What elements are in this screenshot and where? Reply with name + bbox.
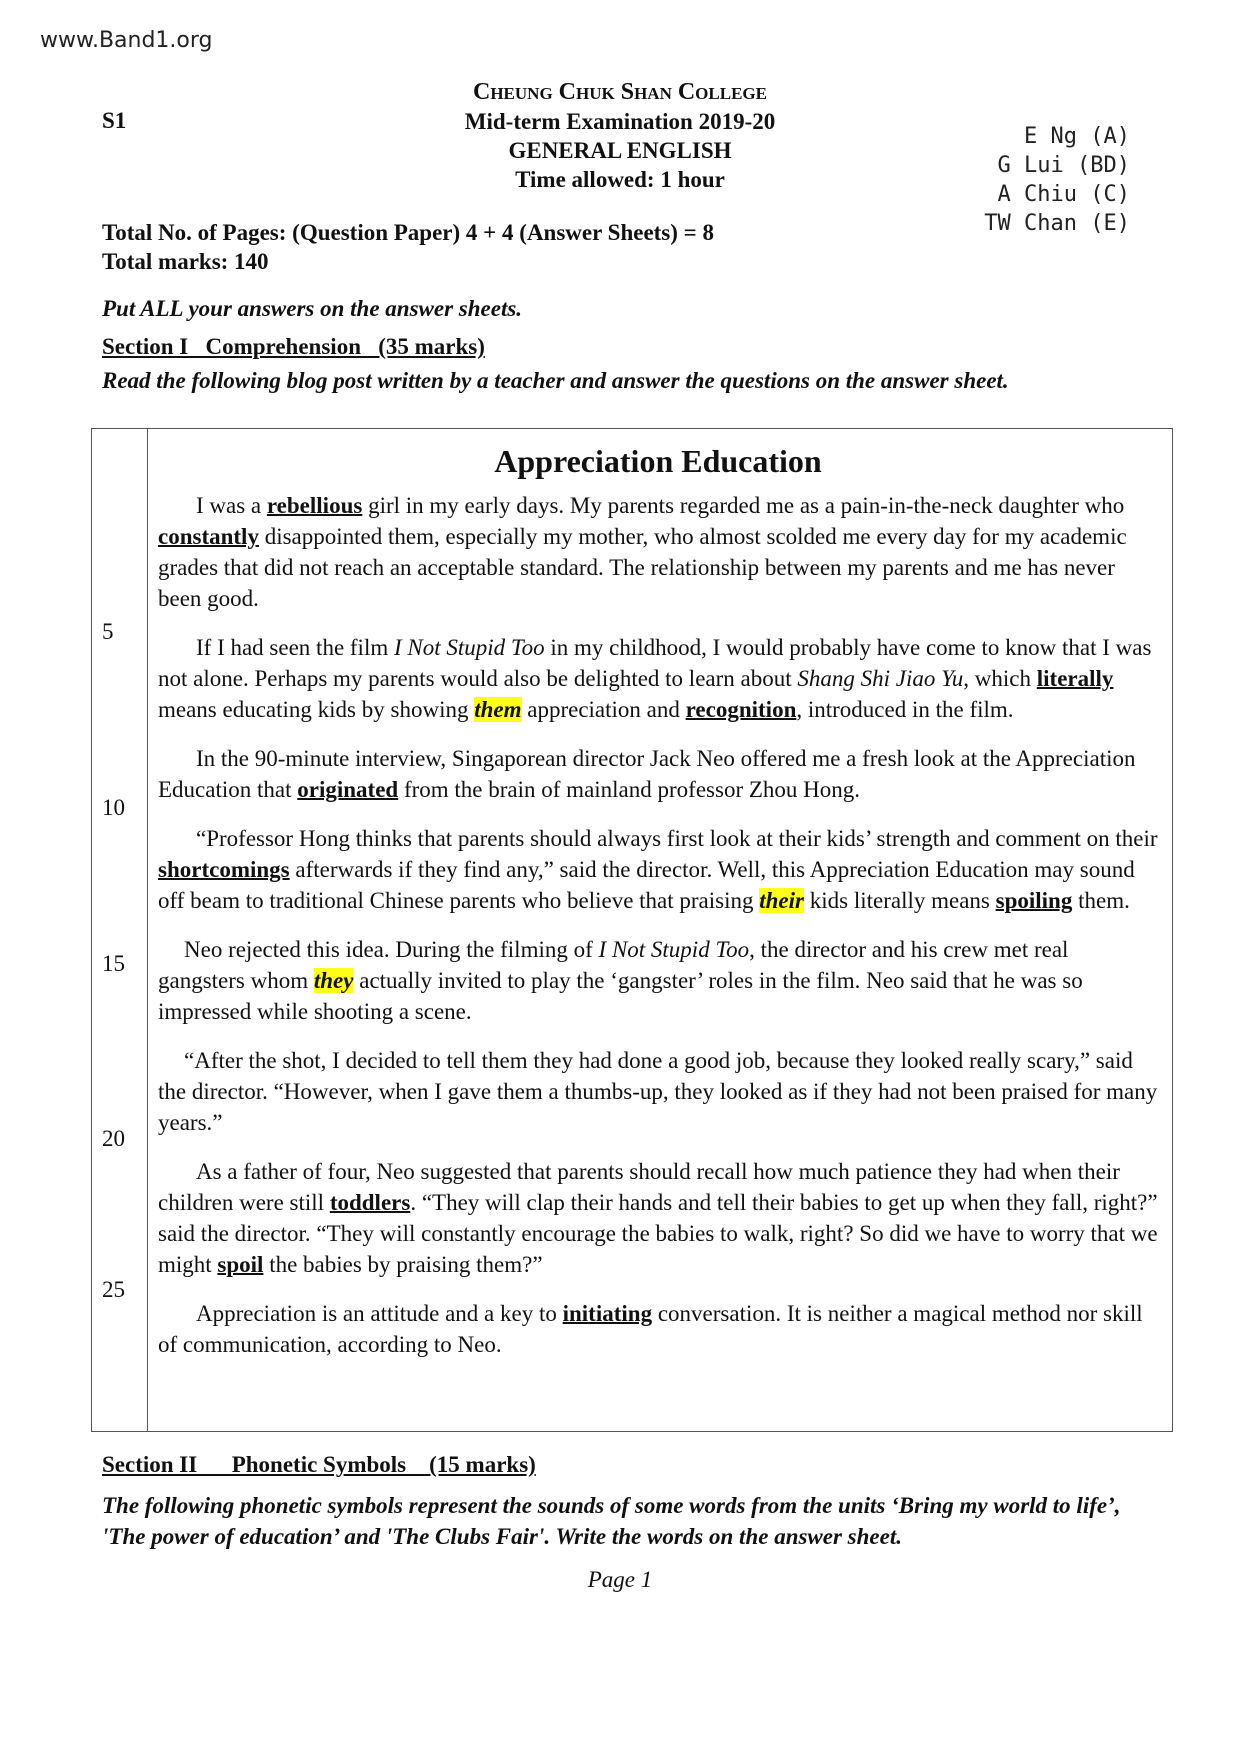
vocab-word: initiating xyxy=(562,1301,653,1326)
section-1-instruction: Read the following blog post written by a teacher and answer the questions on the answer sheet. xyxy=(102,368,1009,393)
subject-name: GENERAL ENGLISH xyxy=(508,138,732,163)
school-name: Cheung Chuk Shan College xyxy=(473,79,767,105)
page-number: Page 1 xyxy=(587,1567,653,1592)
paragraph-2: If I had seen the film I Not Stupid Too in my childhood, I would probably have come to know that I was not alone. Perhaps my parents would also be delighted to learn about Shang Shi Jiao Yu, which literally means educating kids by showing them appreciation and recognition, introduced in the film. xyxy=(158,635,1152,722)
passage-box xyxy=(91,428,1173,1432)
form-level: S1 xyxy=(102,108,127,133)
line-number: 10 xyxy=(102,795,125,820)
total-pages: Total No. of Pages: (Question Paper) 4 + 4 (Answer Sheets) = 8 xyxy=(102,220,715,245)
general-instruction: Put ALL your answers on the answer sheets. xyxy=(102,296,523,321)
watermark-url: www.Band1.org xyxy=(40,28,213,53)
paragraph-7: As a father of four, Neo suggested that parents should recall how much patience they had when their children were still toddlers. “They will clap their hands and tell their babies to get up when they fall, right?” said the director. “They will constantly encourage the babies to walk, right? So did we have to worry that we might spoil the babies by praising them?” xyxy=(158,1159,1158,1277)
teacher-list xyxy=(984,122,1130,238)
line-number: 20 xyxy=(102,1126,125,1151)
highlighted-reference: them xyxy=(474,697,522,722)
paragraph-5: Neo rejected this idea. During the filming of I Not Stupid Too, the director and his crew met real gangsters whom they actually invited to play the ‘gangster’ roles in the film. Neo said that he was so impressed while shooting a scene. xyxy=(158,937,1083,1024)
teacher: E Ng (A) xyxy=(1024,124,1130,149)
vocab-word: constantly xyxy=(158,524,259,549)
vocab-word: recognition xyxy=(685,697,797,722)
exam-header xyxy=(400,78,840,194)
paragraph-3: In the 90-minute interview, Singaporean director Jack Neo offered me a fresh look at the Appreciation Education that originated from the brain of mainland professor Zhou Hong. xyxy=(158,746,1136,802)
teacher: A Chiu (C) xyxy=(997,182,1130,207)
passage-title: Appreciation Education xyxy=(494,443,822,479)
vocab-word: literally xyxy=(1036,666,1114,691)
paragraph-6: “After the shot, I decided to tell them they had done a good job, because they looked really scary,” said the director. “However, when I gave them a thumbs-up, they looked as if they had not been praised for many years.” xyxy=(158,1048,1158,1135)
teacher: G Lui (BD) xyxy=(997,153,1130,178)
vocab-word: toddlers xyxy=(329,1190,411,1215)
film-title: I Not Stupid Too xyxy=(598,937,750,962)
vocab-word: originated xyxy=(297,777,399,802)
section-2-instruction: The following phonetic symbols represent the sounds of some words from the units ‘Bring my world to life’, 'The power of education’ and 'The Clubs Fair'. Write the words on the answer sheet. xyxy=(102,1493,1121,1549)
highlighted-reference: their xyxy=(759,888,804,913)
vocab-word: spoiling xyxy=(995,888,1073,913)
line-number: 5 xyxy=(102,619,114,644)
highlighted-reference: they xyxy=(313,968,354,993)
paragraph-1: I was a rebellious girl in my early days. My parents regarded me as a pain-in-the-neck daughter who constantly disappointed them, especially my mother, who almost scolded me every day for my academic grades that did not reach an acceptable standard. The relationship between my parents and me has never been good. xyxy=(158,493,1127,611)
time-allowed: Time allowed: 1 hour xyxy=(515,167,725,192)
vocab-word: rebellious xyxy=(266,493,363,518)
total-marks: Total marks: 140 xyxy=(102,249,269,274)
paper-totals xyxy=(102,218,714,276)
vocab-word: spoil xyxy=(217,1252,264,1277)
exam-name: Mid-term Examination 2019-20 xyxy=(464,109,776,134)
passage-text xyxy=(158,429,1158,1378)
line-number: 25 xyxy=(102,1277,125,1302)
section-1-heading: Section I Comprehension (35 marks) xyxy=(102,334,485,359)
section-2-heading: Section II Phonetic Symbols (15 marks) xyxy=(102,1452,536,1477)
teacher: TW Chan (E) xyxy=(984,211,1130,236)
line-number-column xyxy=(92,429,148,1431)
foreign-term: Shang Shi Jiao Yu xyxy=(797,666,964,691)
film-title: I Not Stupid Too xyxy=(393,635,545,660)
paragraph-8: Appreciation is an attitude and a key to initiating conversation. It is neither a magical method nor skill of communication, according to Neo. xyxy=(158,1301,1143,1357)
line-number: 15 xyxy=(102,951,125,976)
paragraph-4: “Professor Hong thinks that parents should always first look at their kids’ strength and comment on their shortcomings afterwards if they find any,” said the director. Well, this Appreciation Education may sound off beam to traditional Chinese parents who believe that praising their kids literally means spoiling them. xyxy=(158,826,1158,913)
vocab-word: shortcomings xyxy=(158,857,290,882)
